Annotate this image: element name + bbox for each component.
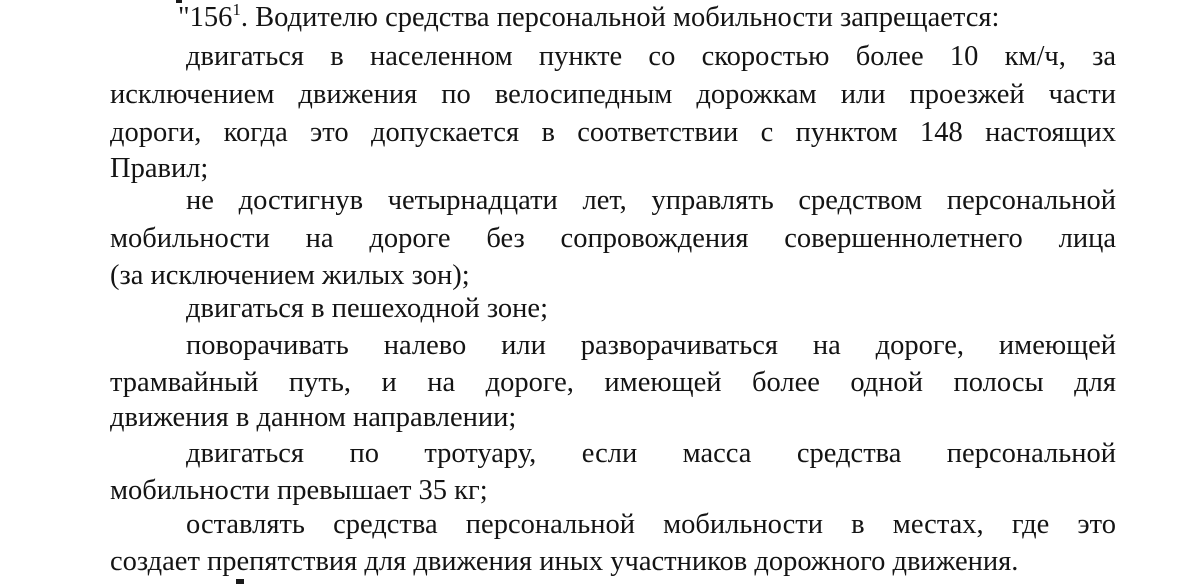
paragraph-line-8: двигаться в пешеходной зоне; xyxy=(186,293,548,324)
paragraph-line-15: создает препятствия для движения иных участников дорожного движения. xyxy=(110,546,1019,577)
clause-heading-text: . Водителю средства персональной мобильности запрещается: xyxy=(240,2,1000,33)
paragraph-line-11: движения в данном направлении; xyxy=(110,402,517,433)
paragraph-line-5: не достигнув четырнадцати лет, управлять средством персональной xyxy=(186,185,1116,216)
paragraph-line-14: оставлять средства персональной мобильности в местах, где это xyxy=(186,509,1116,540)
paragraph-line-12: двигаться по тротуару, если масса средства персональной xyxy=(186,438,1116,469)
paragraph-line-9: поворачивать налево или разворачиваться на дороге, имеющей xyxy=(186,330,1116,361)
paragraph-line-3: дороги, когда это допускается в соответствии с пунктом 148 настоящих xyxy=(110,117,1116,148)
clause-number: "156 xyxy=(178,2,233,33)
clause-superscript: 1 xyxy=(232,0,241,19)
paragraph-line-7: (за исключением жилых зон); xyxy=(110,260,470,291)
paragraph-line-10: трамвайный путь, и на дороге, имеющей более одной полосы для xyxy=(110,367,1116,398)
scan-artifact-bottom xyxy=(236,579,244,584)
paragraph-line-4: Правил; xyxy=(110,153,209,184)
clause-heading xyxy=(178,1,999,35)
paragraph-line-13: мобильности превышает 35 кг; xyxy=(110,475,488,506)
paragraph-line-2: исключением движения по велосипедным дорожкам или проезжей части xyxy=(110,79,1116,110)
paragraph-line-1: двигаться в населенном пункте со скоростью более 10 км/ч, за xyxy=(186,41,1116,72)
paragraph-line-6: мобильности на дороге без сопровождения совершеннолетнего лица xyxy=(110,223,1116,254)
